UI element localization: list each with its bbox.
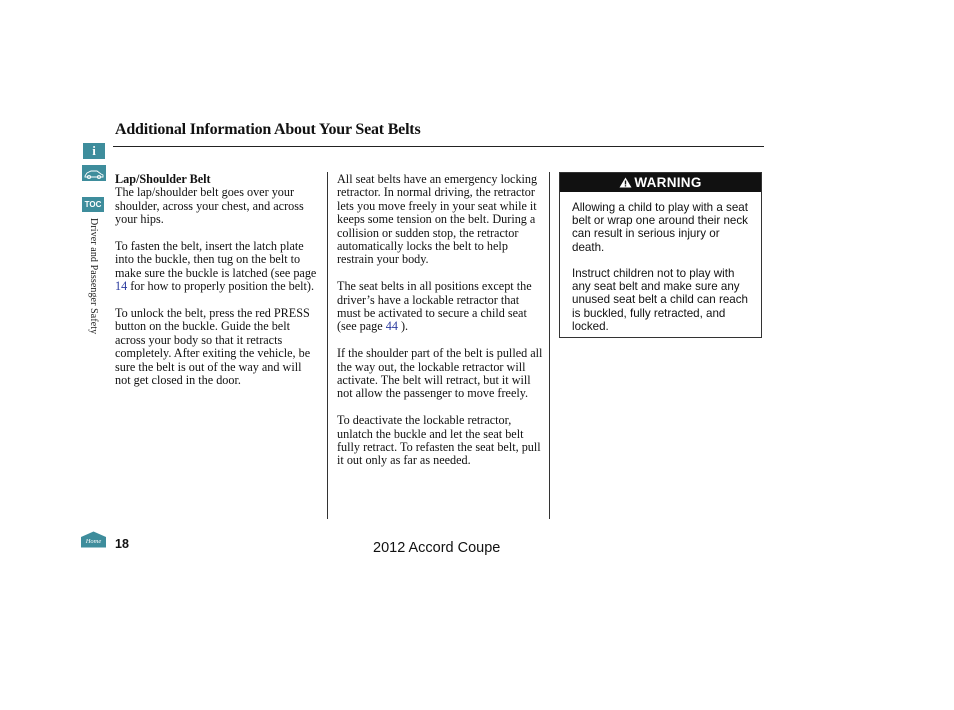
col2-paragraph-1: All seat belts have an emergency locking retractor. In normal driving, the retractor lets you move freely in your seat while it keeps some tension on the belt. During a collision or sudden stop, the retractor automatically locks the belt to help restrain your body. bbox=[337, 172, 538, 267]
warning-paragraph-2: Instruct children not to play with any seat belt and make sure any unused seat belt a child can reach is buckled, fully retracted, and locked. bbox=[572, 267, 748, 333]
warning-triangle-icon bbox=[619, 177, 632, 188]
warning-title: WARNING bbox=[634, 175, 702, 190]
subheading-lap-shoulder-belt: Lap/Shoulder Belt bbox=[115, 172, 211, 186]
col2-paragraph-3: If the shoulder part of the belt is pulled all the way out, the lockable retractor will activate. The belt will retract, but it will not allow the passenger to move freely. bbox=[337, 346, 543, 401]
column-2 bbox=[337, 173, 543, 481]
page-title: Additional Information About Your Seat Belts bbox=[115, 121, 421, 138]
col2-paragraph-4: To deactivate the lockable retractor, unlatch the buckle and let the seat belt fully retract. To refasten the seat belt, pull it out only as far as needed. bbox=[337, 413, 541, 468]
section-label: Driver and Passenger Safety bbox=[88, 218, 99, 335]
toc-icon[interactable]: TOC bbox=[82, 197, 104, 212]
info-icon[interactable]: i bbox=[83, 143, 105, 159]
col2-p2-text-before: The seat belts in all positions except the driver’s have a lockable retractor that must be activated to secure a child seat (see page bbox=[337, 279, 532, 334]
home-label: Home bbox=[85, 538, 102, 545]
title-rule bbox=[113, 146, 764, 147]
page-link-44[interactable]: 44 bbox=[385, 319, 398, 334]
column-1 bbox=[115, 173, 320, 401]
warning-box bbox=[559, 172, 762, 338]
col2-p2-text-after: ). bbox=[397, 319, 409, 334]
col1-p2-text-after: for how to properly position the belt). bbox=[127, 279, 315, 294]
page-number: 18 bbox=[115, 537, 129, 551]
warning-body bbox=[560, 192, 761, 333]
col2-paragraph-2 bbox=[337, 280, 543, 334]
col1-paragraph-3: To unlock the belt, press the red PRESS button on the buckle. Guide the belt across your body so that it retracts completely. After exiting the vehicle, be sure the belt is out of the way and will not get closed in the door. bbox=[115, 306, 311, 388]
home-icon[interactable] bbox=[80, 531, 107, 553]
page-link-14[interactable]: 14 bbox=[115, 279, 128, 294]
column-divider-2 bbox=[549, 172, 550, 519]
car-icon[interactable] bbox=[82, 165, 106, 181]
col1-paragraph-2 bbox=[115, 240, 320, 294]
warning-header bbox=[560, 173, 761, 192]
col1-paragraph-1: The lap/shoulder belt goes over your shoulder, across your chest, and across your hips. bbox=[115, 185, 304, 227]
footer-model: 2012 Accord Coupe bbox=[373, 540, 501, 556]
warning-paragraph-1: Allowing a child to play with a seat belt or wrap one around their neck can result in serious injury or death. bbox=[572, 201, 748, 254]
col1-p2-text-before: To fasten the belt, insert the latch plate into the buckle, then tug on the belt to make sure the buckle is latched (see page bbox=[115, 239, 317, 280]
column-divider-1 bbox=[327, 172, 328, 519]
